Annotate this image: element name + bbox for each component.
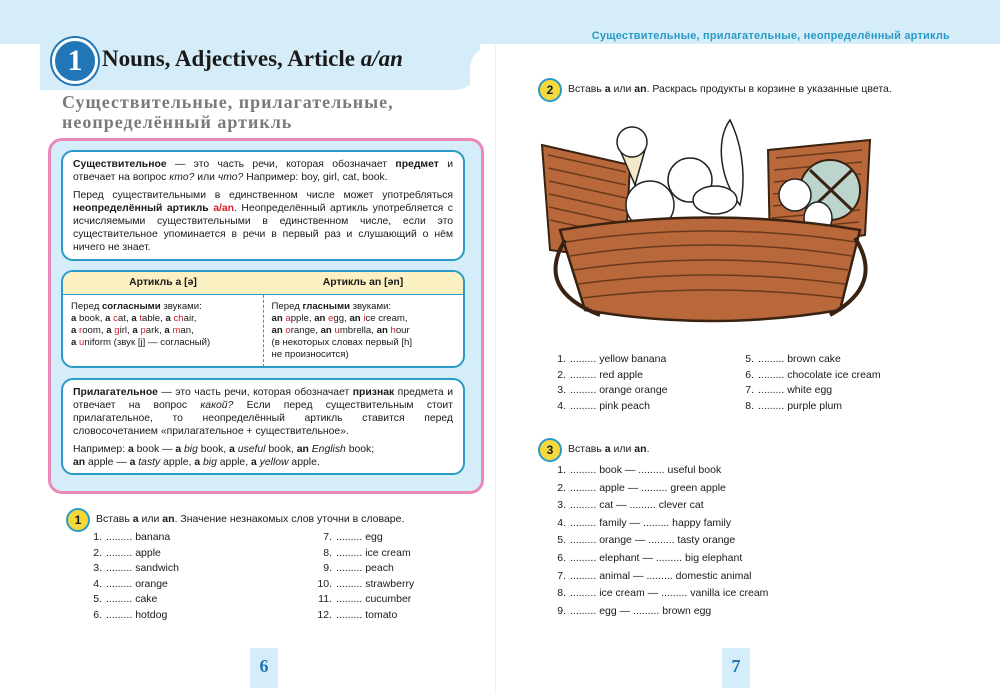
exercise-2-instruction: Вставь a или an. Раскрась продукты в корзине в указанные цвета. (568, 83, 892, 95)
exercise-1-number: 3. (93, 562, 102, 574)
exercise-3-dash: — (627, 481, 642, 494)
exercise-1-word: cucumber (365, 593, 412, 605)
exercise-3-number: 8. (557, 587, 566, 600)
exercise-3-number: 2. (557, 481, 566, 494)
exercise-1-item (76, 592, 179, 608)
exercise-3-dash: — (629, 516, 643, 529)
exercise-1-number: 2. (93, 546, 102, 559)
exercise-1-blank: ......... (336, 546, 366, 559)
adjective-example-run: a (129, 457, 136, 468)
exercise-3-blank: ......... (570, 569, 600, 582)
article-an-example-run: u (334, 325, 340, 336)
exercise-1-item (76, 546, 179, 562)
exercise-3-list (540, 462, 768, 620)
adjective-example-run: a (127, 444, 134, 455)
exercise-3-word: book (599, 464, 625, 476)
exercise-1-number: 4. (93, 577, 102, 590)
exercise-1-blank: ......... (106, 546, 136, 559)
exercise-2-word: pink peach (599, 399, 650, 412)
exercise-1-word: banana (135, 531, 171, 543)
exercise-1-blank: ......... (106, 593, 136, 605)
exercise-2-word: orange orange (599, 384, 668, 396)
exercise-1-number: 6. (93, 608, 102, 621)
article-an-example-run: e (328, 313, 334, 324)
adjective-example-run: yellow (259, 457, 289, 468)
article-an-example-run: pple, (290, 313, 315, 324)
exercise-3-blank: ......... (570, 604, 600, 617)
exercise-2-number: 8. (745, 399, 754, 412)
exercise-1-blank: ......... (106, 562, 136, 574)
article-an-example-run: gg, (333, 313, 350, 324)
article-a-example-run: an, (180, 325, 194, 336)
article-a-example-run: at, (117, 313, 132, 324)
article-a-example-run: a (165, 313, 171, 324)
exercise-1-word: orange (135, 577, 168, 590)
exercise-3-phrase: big elephant (685, 551, 743, 564)
exercise-1-number: 10. (317, 577, 332, 590)
exercise-1-word: tomato (365, 608, 398, 621)
article-a-example-run: ch (173, 313, 184, 324)
unit-number-badge: 1 (52, 38, 98, 84)
article-a-example-run: a (132, 325, 138, 336)
article-an-example-run: range, (290, 325, 321, 336)
article-a-example (71, 337, 255, 349)
exercise-3-phrase: vanilla ice cream (690, 587, 769, 600)
exercise-3-blank: ......... (570, 534, 600, 547)
exercise-1-item (76, 608, 179, 624)
article-a-example-run: ark, (145, 325, 165, 336)
article-a-example-run: book, (76, 313, 106, 324)
exercise-2-blank: ......... (570, 353, 600, 365)
article-a-example-run: a (131, 313, 137, 324)
exercise-3-dash: — (616, 499, 630, 512)
exercise-1-number: 11. (318, 593, 332, 605)
exercise-1-number: 7. (323, 531, 332, 543)
adjective-example-run: big (184, 444, 198, 455)
adjective-rule-box: Прилагательное — это часть речи, которая обозначает признак предмета и отвечает на вопрос какой? Если перед существительным стоит прилагательное, то неопределённый артикль ставится перед словосочетанием «прилагательное + существительное». Например: a book — a big book, a useful book, an English book; an apple — a tasty apple, a big apple, a yellow apple. (61, 378, 465, 475)
exercise-3-item (540, 497, 768, 515)
exercise-2-number: 6. (745, 368, 754, 381)
article-an-example-run: a (285, 313, 291, 324)
exercise-2-word: white egg (787, 384, 833, 396)
adjective-example (73, 443, 453, 456)
article-a-example-run: a (71, 337, 77, 348)
exercise-3-number: 7. (557, 569, 566, 582)
adjective-example-run: tasty (138, 457, 161, 468)
exercise-3-word: cat (599, 499, 617, 512)
adjective-example (73, 456, 453, 469)
adjective-example-run: apple. (288, 457, 320, 468)
exercise-1-blank: ......... (336, 577, 366, 590)
exercise-3-blank: ......... (641, 481, 671, 494)
adjective-example-run: a (175, 444, 182, 455)
article-a-example-run: able, (142, 313, 166, 324)
exercise-1-blank: ......... (106, 531, 136, 543)
exercise-1-item (76, 530, 179, 546)
exercise-3-dash: — (642, 551, 656, 564)
exercise-3-blank: ......... (570, 464, 600, 476)
article-an-example-run: an (320, 325, 332, 336)
article-an-example-run: i (363, 313, 366, 324)
exercise-3-phrase: domestic animal (675, 569, 752, 582)
exercise-2-list-b (728, 352, 881, 414)
picnic-basket-illustration (540, 110, 880, 335)
exercise-1-item (76, 577, 179, 593)
exercise-2-number: 3. (557, 384, 566, 396)
exercise-2-badge: 2 (538, 78, 562, 102)
exercise-3-word: family (599, 516, 630, 529)
noun-rule-box: Существительное — это часть речи, которая обозначает предмет и отвечает на вопрос кто? или что? Например: boy, girl, cat, book. Перед существительными в единственном числе может употребляться неопределённый артикль a/an. Неопределённый артикль употребляется с исчисляемыми существительными в единственном числе, если это существительное упоминается в речи в первый раз и слушающий о нём ничего не знает. (61, 150, 465, 261)
article-a-example-run: a (105, 313, 111, 324)
article-a-example-run: air, (183, 313, 197, 324)
adjective-example-run: a (250, 457, 257, 468)
exercise-1-number: 5. (93, 593, 102, 605)
article-an-example (272, 325, 456, 337)
exercise-3-phrase: happy family (672, 516, 732, 529)
exercise-3-item (540, 550, 768, 568)
article-an-example-run: h (390, 325, 396, 336)
article-a-column: Перед согласными звуками: a book, a cat, a table, a chair, a room, a girl, a park, a man, a uniform (звук [j] — согласный) (63, 295, 264, 367)
article-a-example-run: niform (звук [j] — согласный) (84, 337, 211, 348)
exercise-1-item (306, 608, 414, 624)
article-an-header: Артикль an [ən] (322, 277, 404, 288)
article-a-example-run: p (140, 325, 146, 336)
exercise-3-number: 4. (557, 516, 566, 529)
exercise-3-number: 9. (557, 604, 566, 617)
exercise-3-dash: — (647, 587, 662, 600)
article-an-example-run: an (376, 325, 388, 336)
adjective-example-run: useful (237, 444, 266, 455)
article-an-example-run: o (285, 325, 291, 336)
exercise-2-number: 5. (745, 353, 754, 365)
exercise-1-word: peach (365, 562, 394, 574)
article-a-example-run: c (113, 313, 118, 324)
exercise-3-item (540, 515, 768, 533)
exercise-3-number: 1. (557, 464, 566, 476)
adjective-example-run: book, (197, 444, 230, 455)
article-a-example (71, 325, 255, 337)
exercise-1-blank: ......... (336, 608, 366, 621)
adjective-example-run: an (296, 444, 309, 455)
exercise-3-item (540, 532, 768, 550)
article-a-example-run: oom, (82, 325, 107, 336)
adjective-example-run: book — (133, 444, 176, 455)
exercise-2-blank: ......... (758, 399, 788, 412)
exercise-3-blank: ......... (570, 551, 600, 564)
exercise-1-blank: ......... (106, 577, 136, 590)
exercise-1-item (306, 561, 414, 577)
adjective-example-run: apple — (85, 457, 130, 468)
exercise-1-word: hotdog (135, 608, 168, 621)
exercise-1-word: sandwich (135, 562, 179, 574)
exercise-3-phrase: clever cat (658, 499, 704, 512)
exercise-3-blank: ......... (570, 481, 600, 494)
exercise-1-number: 1. (93, 531, 102, 543)
exercise-3-blank: ......... (646, 569, 676, 582)
exercise-3-number: 5. (557, 534, 566, 547)
exercise-3-phrase: brown egg (662, 604, 712, 617)
running-head: Существительные, прилагательные, неопределённый артикль (591, 30, 950, 42)
exercise-3-item (540, 480, 768, 498)
adjective-example-run: English (311, 444, 346, 455)
article-a-example-run: a (71, 313, 77, 324)
article-a-example-run: a (164, 325, 170, 336)
exercise-3-blank: ......... (638, 464, 668, 476)
exercise-1-word: apple (135, 546, 161, 559)
exercise-3-instruction: Вставь a или an. (568, 443, 650, 455)
exercise-3-word: animal (599, 569, 634, 582)
exercise-3-number: 3. (557, 499, 566, 512)
adjective-example-run: big (203, 457, 217, 468)
exercise-3-phrase: useful book (667, 464, 722, 476)
exercise-3-blank: ......... (648, 534, 678, 547)
exercise-3-dash: — (624, 464, 639, 476)
exercise-1-blank: ......... (336, 593, 366, 605)
adjective-example-run: apple, (216, 457, 251, 468)
exercise-2-item (728, 368, 881, 384)
exercise-3-item (540, 462, 768, 480)
exercise-1-list-b (306, 530, 414, 623)
exercise-3-dash: — (619, 604, 634, 617)
adjective-example-run: Например: (73, 444, 128, 455)
exercise-2-word: brown cake (787, 353, 841, 365)
article-table (61, 270, 465, 368)
exercise-3-phrase: tasty orange (677, 534, 736, 547)
exercise-3-blank: ......... (633, 604, 663, 617)
adjective-example-run: an (73, 457, 86, 468)
exercise-1-item (306, 592, 414, 608)
exercise-3-word: ice cream (599, 587, 648, 600)
page-spine (495, 44, 496, 694)
exercise-2-number: 7. (745, 384, 754, 396)
article-a-example-run: u (79, 337, 85, 348)
exercise-1-blank: ......... (336, 562, 366, 574)
exercise-2-blank: ......... (570, 384, 600, 396)
exercise-3-blank: ......... (629, 499, 659, 512)
exercise-3-word: egg (599, 604, 620, 617)
article-a-example-run: m (172, 325, 181, 336)
article-an-example-run: ce cream, (365, 313, 408, 324)
exercise-3-blank: ......... (661, 587, 691, 600)
article-an-example-run: an (314, 313, 326, 324)
exercise-2-item (540, 399, 668, 415)
exercise-3-item (540, 585, 768, 603)
exercise-3-dash: — (633, 569, 647, 582)
exercise-2-item (728, 383, 881, 399)
exercise-1-list-a (76, 530, 179, 623)
exercise-2-item (540, 383, 668, 399)
exercise-1-word: strawberry (365, 577, 415, 590)
adjective-example-run: apple, (160, 457, 195, 468)
exercise-2-word: red apple (599, 368, 643, 381)
exercise-3-blank: ......... (655, 551, 686, 564)
exercise-3-blank: ......... (570, 516, 600, 529)
exercise-2-item (540, 368, 668, 384)
exercise-2-blank: ......... (570, 399, 600, 412)
article-a-example-run: irl, (119, 325, 133, 336)
article-a-header: Артикль a [ə] (129, 277, 197, 288)
exercise-2-item (540, 352, 668, 368)
adjective-example-run: book, (265, 444, 297, 455)
article-a-example-run: t (139, 313, 142, 324)
exercise-2-word: yellow banana (599, 353, 667, 365)
article-an-example-run: our (395, 325, 410, 336)
article-a-example (71, 313, 255, 325)
adjective-example-run: book; (345, 444, 375, 455)
exercise-2-word: chocolate ice cream (787, 368, 881, 381)
exercise-3-word: orange (599, 534, 635, 547)
article-a-example-run: g (114, 325, 120, 336)
article-an-example (272, 313, 456, 325)
exercise-3-number: 6. (557, 551, 566, 564)
exercise-1-item (306, 546, 414, 562)
exercise-1-blank: ......... (336, 531, 366, 543)
exercise-2-item (728, 399, 881, 415)
article-a-example-run: a (71, 325, 77, 336)
exercise-1-word: cake (135, 593, 158, 605)
exercise-1-word: egg (365, 531, 383, 543)
exercise-1-item (306, 530, 414, 546)
exercise-3-badge: 3 (538, 438, 562, 462)
article-an-example-run: an (271, 313, 283, 324)
exercise-1-item (306, 577, 414, 593)
exercise-3-blank: ......... (570, 587, 600, 600)
page-number-right: 7 (722, 648, 750, 688)
basket-body (560, 218, 860, 322)
article-an-example-run: an (271, 325, 283, 336)
exercise-3-word: apple (599, 481, 628, 494)
article-a-example-run: r (79, 325, 83, 336)
exercise-2-blank: ......... (758, 353, 788, 365)
exercise-3-word: elephant (599, 551, 643, 564)
page-number-left: 6 (250, 648, 278, 688)
exercise-2-number: 4. (557, 399, 566, 412)
exercise-1-instruction: Вставь a или an. Значение незнакомых слов уточни в словаре. (96, 513, 405, 525)
exercise-3-item (540, 603, 768, 621)
exercise-2-item (728, 352, 881, 368)
exercise-2-word: purple plum (787, 399, 843, 412)
exercise-1-number: 12. (317, 608, 332, 621)
exercise-2-blank: ......... (570, 368, 600, 381)
article-a-example-run: a (106, 325, 112, 336)
exercise-3-item (540, 568, 768, 586)
exercise-3-dash: — (634, 534, 649, 547)
page-title: Nouns, Adjectives, Article a/an (102, 46, 403, 71)
exercise-1-blank: ......... (106, 608, 136, 621)
exercise-3-blank: ......... (570, 499, 600, 512)
exercise-1-badge: 1 (66, 508, 90, 532)
exercise-2-number: 1. (557, 353, 566, 365)
exercise-1-word: ice cream (365, 546, 411, 559)
page-subtitle: Существительные, прилагательные, неопределённый артикль (62, 92, 394, 132)
exercise-2-blank: ......... (758, 384, 788, 396)
exercise-1-number: 8. (323, 546, 332, 559)
exercise-1-number: 9. (323, 562, 332, 574)
exercise-2-list-a (540, 352, 668, 414)
adjective-example-run: a (229, 444, 235, 455)
exercise-2-blank: ......... (758, 368, 788, 381)
exercise-3-phrase: green apple (670, 481, 726, 494)
exercise-2-number: 2. (557, 368, 566, 381)
article-an-example-run: an (349, 313, 361, 324)
exercise-1-item (76, 561, 179, 577)
adjective-example-run: a (194, 457, 201, 468)
article-an-example-run: mbrella, (339, 325, 377, 336)
article-an-column: Перед гласными звуками: an apple, an egg, an ice cream, an orange, an umbrella, an hour (в некоторых словах первый [h] не произносится) (264, 295, 464, 367)
exercise-3-blank: ......... (642, 516, 673, 529)
